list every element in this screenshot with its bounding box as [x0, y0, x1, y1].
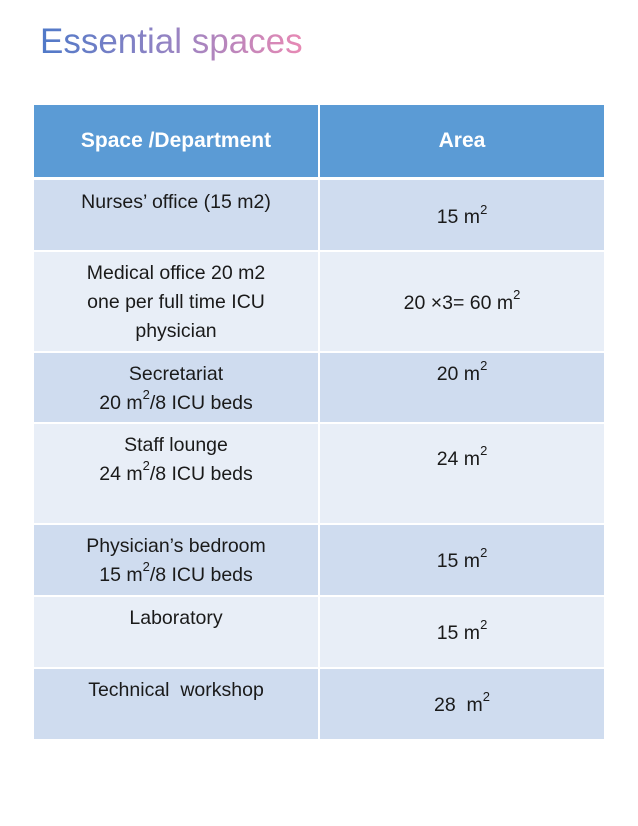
space-line — [34, 561, 318, 590]
space-line: Laboratory — [129, 606, 223, 629]
space-line: Technical workshop — [88, 678, 264, 701]
area-cell — [319, 352, 604, 423]
table-row — [34, 423, 604, 524]
area-cell — [319, 524, 604, 596]
table-header-row — [34, 105, 604, 179]
space-cell — [34, 352, 319, 423]
space-line: Physician’s bedroom — [86, 534, 266, 557]
area-unit-exponent: 2 — [480, 443, 488, 458]
space-cell — [34, 179, 319, 251]
space-rate: 24 m — [99, 462, 143, 485]
space-rate-exponent: 2 — [142, 458, 150, 473]
space-rate-exponent: 2 — [142, 559, 150, 574]
area-value: 20 ×3= 60 m — [403, 291, 514, 314]
area-cell — [319, 179, 604, 251]
space-cell — [34, 423, 319, 524]
area-unit-exponent: 2 — [480, 545, 488, 560]
page-title: Essential spaces — [40, 20, 303, 64]
area-cell — [319, 668, 604, 740]
space-cell — [34, 596, 319, 668]
space-line — [34, 389, 318, 418]
area-value: 15 m — [436, 549, 481, 572]
space-line: Nurses’ office (15 m2) — [81, 191, 271, 213]
space-rate: 15 m — [99, 563, 143, 586]
area-unit-exponent: 2 — [513, 287, 521, 302]
area-cell — [319, 251, 604, 352]
table-row — [34, 251, 604, 352]
area-value: 15 m — [436, 621, 481, 644]
table-row — [34, 352, 604, 423]
space-cell — [34, 251, 319, 352]
area-cell — [319, 423, 604, 524]
area-unit-exponent: 2 — [480, 617, 488, 632]
area-value: 28 m — [433, 693, 483, 716]
space-rate-suffix: /8 ICU beds — [149, 563, 253, 586]
area-cell — [319, 596, 604, 668]
space-cell — [34, 668, 319, 740]
space-line: Secretariat — [128, 362, 224, 385]
table-row — [34, 179, 604, 251]
space-cell — [34, 524, 319, 596]
area-unit-exponent: 2 — [480, 358, 488, 373]
area-unit-exponent: 2 — [480, 201, 488, 217]
table-row — [34, 524, 604, 596]
space-line: physician — [135, 319, 217, 342]
space-rate-exponent: 2 — [142, 387, 150, 402]
space-line — [34, 460, 318, 489]
table-row — [34, 668, 604, 740]
space-line: Staff lounge — [124, 433, 228, 456]
space-rate: 20 m — [99, 391, 143, 414]
space-rate-suffix: /8 ICU beds — [149, 462, 253, 485]
header-area: Area — [319, 105, 604, 179]
space-line: Medical office 20 m2 — [86, 261, 266, 284]
table-row — [34, 596, 604, 668]
header-space-department: Space /Department — [34, 105, 319, 179]
essential-spaces-table — [34, 105, 604, 741]
area-value: 15 m — [436, 206, 481, 228]
area-unit-exponent: 2 — [482, 689, 490, 704]
space-rate-suffix: /8 ICU beds — [149, 391, 253, 414]
area-value: 20 m — [436, 362, 481, 385]
area-value: 24 m — [436, 447, 481, 470]
space-line: one per full time ICU — [87, 290, 265, 313]
